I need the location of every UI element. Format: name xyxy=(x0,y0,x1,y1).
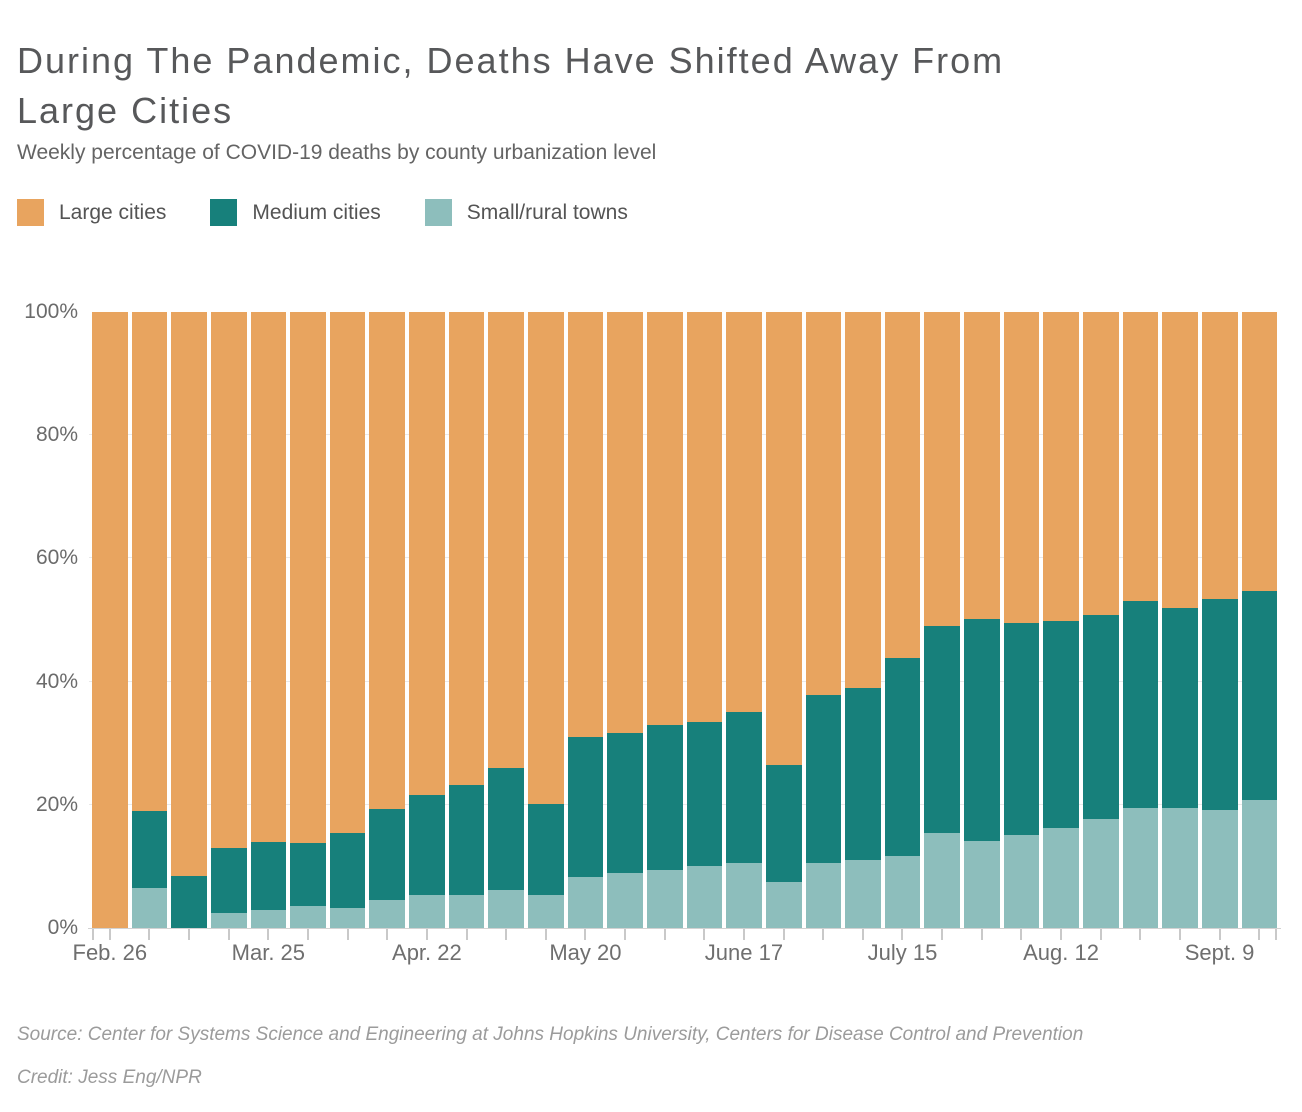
bar-segment-small-rural-towns xyxy=(132,888,168,928)
bar-mar-25 xyxy=(251,312,287,928)
bar-july-29 xyxy=(964,312,1000,928)
bar-segment-large-cities xyxy=(924,312,960,626)
bar-segment-large-cities xyxy=(1162,312,1198,608)
x-axis-tick-june-24 xyxy=(783,929,785,940)
bar-segment-small-rural-towns xyxy=(1202,810,1238,928)
bar-mar-18 xyxy=(211,312,247,928)
bar-segment-medium-cities xyxy=(924,626,960,834)
x-axis-edge-tick-left xyxy=(92,929,94,940)
x-axis-label-june-17: June 17 xyxy=(704,940,784,965)
legend-item-large-cities xyxy=(17,199,166,226)
bar-segment-large-cities xyxy=(409,312,445,795)
legend-label-medium-cities: Medium cities xyxy=(252,200,381,224)
bar-segment-small-rural-towns xyxy=(1162,808,1198,928)
x-axis-tick-may-6 xyxy=(505,929,507,940)
bar-segment-medium-cities xyxy=(1004,623,1040,835)
bar-aug-26 xyxy=(1123,312,1159,928)
bar-segment-large-cities xyxy=(687,312,723,722)
x-axis-tick-july-22 xyxy=(941,929,943,940)
x-axis-tick-sept-16 xyxy=(1258,929,1260,940)
bar-segment-large-cities xyxy=(1202,312,1238,599)
bar-segment-medium-cities xyxy=(251,842,287,910)
x-axis-label-sept-9: Sept. 9 xyxy=(1184,940,1255,965)
bar-segment-large-cities xyxy=(488,312,524,768)
bar-segment-large-cities xyxy=(1123,312,1159,601)
legend-swatch-medium-cities xyxy=(210,199,237,226)
bar-segment-small-rural-towns xyxy=(488,890,524,928)
bar-segment-medium-cities xyxy=(330,833,366,908)
source-note: Source: Center for Systems Science and Engineering at Johns Hopkins University, Centers for Disease Control and Prevention xyxy=(17,1024,1084,1045)
x-axis xyxy=(72,928,1277,988)
bar-segment-large-cities xyxy=(647,312,683,725)
title-line-1: During The Pandemic, Deaths Have Shifted Away From xyxy=(17,40,1005,82)
x-axis-tick-apr-8 xyxy=(347,929,349,940)
bar-july-15 xyxy=(885,312,921,928)
x-axis-tick-sept-2 xyxy=(1179,929,1181,940)
bar-apr-1 xyxy=(290,312,326,928)
bar-chart xyxy=(92,312,1277,928)
bar-segment-medium-cities xyxy=(607,733,643,873)
x-axis-tick-mar-25 xyxy=(267,929,269,940)
bar-mar-4 xyxy=(132,312,168,928)
bar-segment-medium-cities xyxy=(687,722,723,867)
legend xyxy=(17,199,628,226)
bar-sept-9 xyxy=(1202,312,1238,928)
legend-swatch-large-cities xyxy=(17,199,44,226)
page-title xyxy=(17,36,1257,136)
bar-aug-5 xyxy=(1004,312,1040,928)
bar-segment-large-cities xyxy=(528,312,564,804)
x-axis-tick-july-1 xyxy=(822,929,824,940)
bar-segment-medium-cities xyxy=(1043,621,1079,828)
bar-aug-19 xyxy=(1083,312,1119,928)
bar-segment-medium-cities xyxy=(845,688,881,860)
bar-segment-medium-cities xyxy=(171,876,207,928)
bar-segment-medium-cities xyxy=(1202,599,1238,810)
legend-label-small-rural-towns: Small/rural towns xyxy=(466,200,628,224)
x-axis-tick-july-8 xyxy=(862,929,864,940)
bar-june-17 xyxy=(726,312,762,928)
bar-aug-12 xyxy=(1043,312,1079,928)
legend-item-medium-cities xyxy=(210,199,380,226)
x-axis-label-feb-26: Feb. 26 xyxy=(72,940,148,965)
bar-may-20 xyxy=(568,312,604,928)
bar-segment-medium-cities xyxy=(1083,615,1119,819)
x-axis-tick-mar-4 xyxy=(148,929,150,940)
bar-segment-medium-cities xyxy=(1123,601,1159,808)
y-axis-label-80: 80% xyxy=(35,423,78,447)
bar-segment-large-cities xyxy=(607,312,643,733)
bar-segment-small-rural-towns xyxy=(528,895,564,928)
y-axis-label-60: 60% xyxy=(35,546,78,570)
bar-segment-small-rural-towns xyxy=(409,895,445,928)
bar-segment-large-cities xyxy=(369,312,405,809)
bar-may-27 xyxy=(607,312,643,928)
bar-june-10 xyxy=(687,312,723,928)
x-axis-tick-june-10 xyxy=(703,929,705,940)
x-axis-tick-may-13 xyxy=(545,929,547,940)
bar-segment-small-rural-towns xyxy=(449,895,485,928)
bar-segment-small-rural-towns xyxy=(290,906,326,928)
bar-segment-large-cities xyxy=(449,312,485,785)
bar-segment-large-cities xyxy=(726,312,762,712)
bar-segment-medium-cities xyxy=(885,658,921,856)
bar-mar-11 xyxy=(171,312,207,928)
bar-segment-large-cities xyxy=(806,312,842,695)
bar-segment-medium-cities xyxy=(647,725,683,870)
bar-segment-large-cities xyxy=(1043,312,1079,621)
bar-segment-small-rural-towns xyxy=(964,841,1000,928)
bar-apr-15 xyxy=(369,312,405,928)
x-axis-label-mar-25: Mar. 25 xyxy=(231,940,306,965)
bar-segment-small-rural-towns xyxy=(647,870,683,928)
bar-segment-medium-cities xyxy=(568,737,604,877)
x-axis-label-july-15: July 15 xyxy=(867,940,938,965)
bar-segment-small-rural-towns xyxy=(806,863,842,928)
bar-segment-small-rural-towns xyxy=(1043,828,1079,928)
bar-segment-large-cities xyxy=(885,312,921,658)
x-axis-tick-may-27 xyxy=(624,929,626,940)
legend-label-large-cities: Large cities xyxy=(59,200,167,224)
bar-segment-medium-cities xyxy=(528,804,564,896)
bar-segment-large-cities xyxy=(251,312,287,842)
bar-july-22 xyxy=(924,312,960,928)
x-axis-tick-mar-18 xyxy=(228,929,230,940)
bar-segment-small-rural-towns xyxy=(845,860,881,928)
x-axis-tick-may-20 xyxy=(584,929,586,940)
bar-segment-small-rural-towns xyxy=(1083,819,1119,928)
x-axis-label-may-20: May 20 xyxy=(549,940,622,965)
bar-segment-large-cities xyxy=(964,312,1000,619)
x-axis-tick-aug-26 xyxy=(1139,929,1141,940)
x-axis-tick-apr-22 xyxy=(426,929,428,940)
bar-segment-small-rural-towns xyxy=(726,863,762,928)
bar-segment-medium-cities xyxy=(488,768,524,889)
bar-segment-large-cities xyxy=(568,312,604,737)
y-axis-label-0: 0% xyxy=(47,916,78,939)
bar-segment-large-cities xyxy=(1004,312,1040,623)
bar-segment-small-rural-towns xyxy=(251,910,287,928)
x-axis-tick-sept-9 xyxy=(1219,929,1221,940)
bar-segment-small-rural-towns xyxy=(1242,800,1278,928)
x-axis-tick-aug-12 xyxy=(1060,929,1062,940)
x-axis-label-aug-12: Aug. 12 xyxy=(1023,940,1099,965)
bar-may-13 xyxy=(528,312,564,928)
x-axis-tick-july-29 xyxy=(981,929,983,940)
bar-segment-small-rural-towns xyxy=(369,900,405,928)
bar-june-3 xyxy=(647,312,683,928)
bar-june-24 xyxy=(766,312,802,928)
bar-segment-small-rural-towns xyxy=(1123,808,1159,928)
x-axis-tick-july-15 xyxy=(901,929,903,940)
x-axis-label-apr-22: Apr. 22 xyxy=(392,940,462,965)
bar-segment-medium-cities xyxy=(449,785,485,895)
bar-segment-medium-cities xyxy=(726,712,762,863)
bar-segment-small-rural-towns xyxy=(766,882,802,928)
bar-july-1 xyxy=(806,312,842,928)
title-line-2: Large Cities xyxy=(17,90,234,132)
x-axis-edge-tick-right xyxy=(1275,929,1277,940)
x-axis-tick-june-17 xyxy=(743,929,745,940)
y-axis xyxy=(0,300,78,939)
x-axis-tick-apr-15 xyxy=(386,929,388,940)
credit-note: Credit: Jess Eng/NPR xyxy=(17,1067,202,1088)
bar-segment-large-cities xyxy=(1242,312,1278,591)
bar-segment-large-cities xyxy=(290,312,326,843)
x-axis-tick-aug-19 xyxy=(1100,929,1102,940)
bar-segment-medium-cities xyxy=(290,843,326,906)
bar-feb-26 xyxy=(92,312,128,928)
x-axis-tick-apr-29 xyxy=(466,929,468,940)
bar-sept-2 xyxy=(1162,312,1198,928)
bar-segment-large-cities xyxy=(330,312,366,833)
legend-swatch-small-rural-towns xyxy=(425,199,452,226)
bar-segment-large-cities xyxy=(845,312,881,688)
plot-area xyxy=(92,312,1277,928)
y-axis-label-20: 20% xyxy=(35,792,78,816)
y-axis-label-100: 100% xyxy=(24,300,78,323)
bar-segment-medium-cities xyxy=(409,795,445,895)
y-axis-label-40: 40% xyxy=(35,669,78,693)
bar-sept-16 xyxy=(1242,312,1278,928)
x-axis-tick-mar-11 xyxy=(188,929,190,940)
bar-segment-small-rural-towns xyxy=(330,908,366,928)
bar-segment-large-cities xyxy=(92,312,128,928)
x-axis-tick-feb-26 xyxy=(109,929,111,940)
bar-segment-large-cities xyxy=(1083,312,1119,615)
bar-segment-medium-cities xyxy=(766,765,802,883)
bar-segment-medium-cities xyxy=(1162,608,1198,808)
bar-segment-large-cities xyxy=(171,312,207,876)
bar-segment-medium-cities xyxy=(211,848,247,913)
bar-segment-small-rural-towns xyxy=(568,877,604,928)
bar-segment-large-cities xyxy=(132,312,168,811)
bar-apr-22 xyxy=(409,312,445,928)
bar-segment-small-rural-towns xyxy=(607,873,643,928)
bar-apr-8 xyxy=(330,312,366,928)
bar-segment-small-rural-towns xyxy=(211,913,247,928)
bar-segment-small-rural-towns xyxy=(1004,835,1040,928)
bar-segment-large-cities xyxy=(211,312,247,848)
legend-item-small-rural-towns xyxy=(425,199,628,226)
bar-segment-small-rural-towns xyxy=(687,866,723,928)
bar-july-8 xyxy=(845,312,881,928)
bar-segment-medium-cities xyxy=(132,811,168,888)
bar-segment-medium-cities xyxy=(369,809,405,900)
x-axis-tick-apr-1 xyxy=(307,929,309,940)
bar-segment-medium-cities xyxy=(806,695,842,864)
bar-segment-medium-cities xyxy=(964,619,1000,841)
x-axis-tick-june-3 xyxy=(664,929,666,940)
bar-may-6 xyxy=(488,312,524,928)
bar-segment-large-cities xyxy=(766,312,802,765)
bar-segment-medium-cities xyxy=(1242,591,1278,800)
bar-segment-small-rural-towns xyxy=(924,833,960,928)
chart-subtitle: Weekly percentage of COVID-19 deaths by county urbanization level xyxy=(17,141,657,164)
bar-apr-29 xyxy=(449,312,485,928)
bar-segment-small-rural-towns xyxy=(885,856,921,928)
x-axis-tick-aug-5 xyxy=(1020,929,1022,940)
